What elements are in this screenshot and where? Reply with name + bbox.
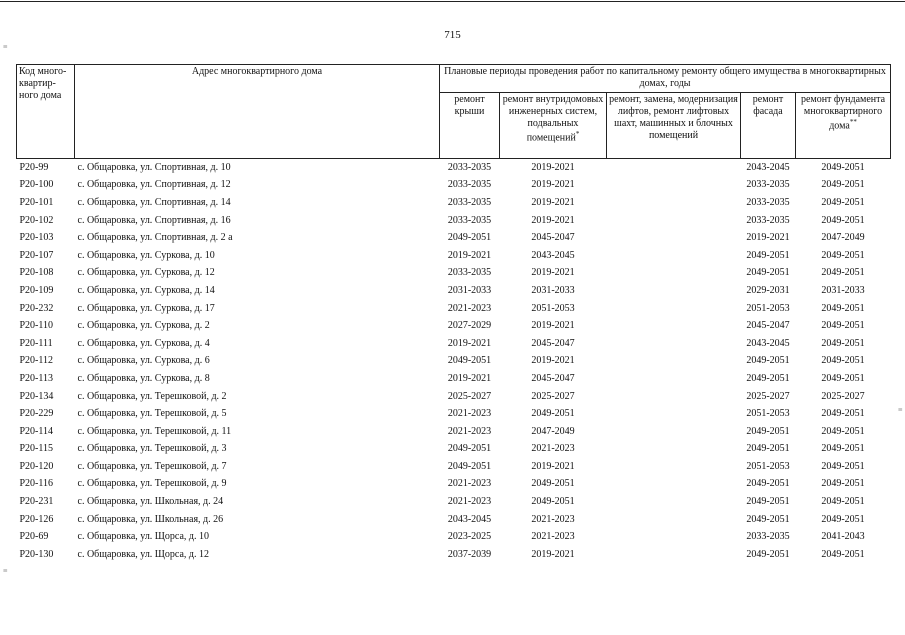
foundation-period-cell: 2049-2051: [821, 478, 865, 490]
lifts-period-cell: [607, 458, 741, 476]
lifts-period-cell: [607, 177, 741, 195]
address-cell: с. Общаровка, ул. Терешковой, д. 11: [77, 425, 232, 437]
foundation-period-cell: 2049-2051: [821, 408, 865, 420]
address-cell: с. Общаровка, ул. Суркова, д. 6: [77, 355, 210, 367]
table-row: [17, 282, 891, 300]
lifts-period-cell: [607, 405, 741, 423]
roof-period-cell: 2025-2027: [447, 390, 492, 402]
facade-period-cell: 2025-2027: [746, 390, 790, 402]
lifts-period-cell: [607, 476, 741, 494]
address-cell: с. Общаровка, ул. Суркова, д. 8: [77, 372, 210, 384]
house-code-cell: Р20-107: [19, 249, 54, 261]
facade-period-cell: 2051-2053: [746, 408, 790, 420]
systems-period-cell: 2019-2021: [531, 320, 575, 332]
facade-period-cell: 2043-2045: [746, 337, 790, 349]
address-cell: с. Общаровка, ул. Школьная, д. 26: [77, 513, 224, 525]
top-border-line: [0, 1, 905, 2]
facade-period-cell: 2051-2053: [746, 302, 790, 314]
repair-schedule-table: [16, 64, 891, 564]
roof-period-cell: 2021-2023: [447, 496, 492, 508]
systems-period-cell: 2019-2021: [531, 460, 575, 472]
roof-period-cell: 2033-2035: [447, 267, 492, 279]
foundation-period-cell: 2049-2051: [821, 337, 865, 349]
table-row: [17, 177, 891, 195]
header-foundation-repair: [796, 93, 891, 159]
facade-period-cell: 2033-2035: [746, 179, 790, 191]
house-code-cell: Р20-231: [19, 496, 54, 508]
systems-period-cell: 2047-2049: [531, 425, 575, 437]
table-row: [17, 317, 891, 335]
header-roof-repair: ремонт крыши: [440, 93, 500, 159]
foundation-period-cell: 2049-2051: [821, 460, 865, 472]
systems-period-cell: 2019-2021: [531, 548, 575, 560]
foundation-period-cell: 2031-2033: [821, 284, 865, 296]
table-row: [17, 458, 891, 476]
lifts-period-cell: [607, 353, 741, 371]
scan-mark: ≡: [3, 42, 8, 51]
header-engineering-systems-text: ремонт внутридомовых инженерных систем, подвальных помещений: [502, 94, 604, 144]
facade-period-cell: 2033-2035: [746, 214, 790, 226]
address-cell: с. Общаровка, ул. Суркова, д. 10: [77, 249, 215, 261]
header-engineering-systems: [500, 93, 607, 159]
house-code-cell: Р20-126: [19, 513, 54, 525]
foundation-period-cell: 2049-2051: [821, 320, 865, 332]
table-row: [17, 511, 891, 529]
house-code-cell: Р20-109: [19, 284, 54, 296]
house-code-cell: Р20-103: [19, 232, 54, 244]
lifts-period-cell: [607, 159, 741, 177]
house-code-cell: Р20-102: [19, 214, 54, 226]
table-row: [17, 546, 891, 564]
roof-period-cell: 2023-2025: [447, 531, 492, 543]
lifts-period-cell: [607, 546, 741, 564]
foundation-period-cell: 2049-2051: [821, 355, 865, 367]
house-code-cell: Р20-100: [19, 179, 54, 191]
lifts-period-cell: [607, 423, 741, 441]
facade-period-cell: 2049-2051: [746, 548, 790, 560]
foundation-period-cell: 2049-2051: [821, 249, 865, 261]
address-cell: с. Общаровка, ул. Щорса, д. 10: [77, 531, 209, 543]
roof-period-cell: 2019-2021: [447, 372, 492, 384]
house-code-cell: Р20-111: [19, 337, 53, 349]
house-code-cell: Р20-115: [19, 443, 54, 455]
table-row: [17, 353, 891, 371]
systems-period-cell: 2019-2021: [500, 159, 607, 177]
roof-period-cell: 2049-2051: [447, 355, 492, 367]
foundation-period-cell: 2049-2051: [821, 425, 865, 437]
header-lifts: ремонт, замена, модернизация лифтов, ремонт лифтовых шахт, машинных и блочных помещений: [607, 93, 741, 159]
facade-period-cell: 2049-2051: [746, 425, 790, 437]
systems-period-cell: 2019-2021: [531, 196, 575, 208]
foundation-period-cell: 2049-2051: [821, 179, 865, 191]
footnote-mark: **: [849, 118, 857, 126]
systems-period-cell: 2051-2053: [531, 302, 575, 314]
address-cell: с. Общаровка, ул. Суркова, д. 17: [77, 302, 215, 314]
systems-period-cell: 2019-2021: [531, 355, 575, 367]
systems-period-cell: 2049-2051: [531, 408, 575, 420]
foundation-period-cell: 2049-2051: [821, 443, 865, 455]
scan-mark: ≡: [898, 405, 903, 414]
table-row: [17, 441, 891, 459]
roof-period-cell: 2021-2023: [447, 425, 492, 437]
table-row: [17, 493, 891, 511]
table-row: [17, 300, 891, 318]
address-cell: с. Общаровка, ул. Спортивная, д. 2 а: [77, 232, 233, 244]
address-cell: с. Общаровка, ул. Терешковой, д. 7: [77, 460, 227, 472]
scan-mark: ≡: [3, 566, 8, 575]
header-foundation-text: ремонт фундамента многоквартирного дома: [800, 94, 886, 132]
lifts-period-cell: [607, 493, 741, 511]
foundation-period-cell: 2049-2051: [821, 302, 865, 314]
facade-period-cell: 2043-2045: [741, 159, 796, 177]
roof-period-cell: 2033-2035: [447, 214, 492, 226]
header-address: Адрес многоквартирного дома: [75, 65, 440, 159]
house-code-cell: Р20-232: [19, 302, 54, 314]
lifts-period-cell: [607, 282, 741, 300]
lifts-period-cell: [607, 229, 741, 247]
roof-period-cell: 2021-2023: [447, 478, 492, 490]
page-number: 715: [444, 29, 461, 41]
roof-period-cell: 2033-2035: [447, 179, 492, 191]
address-cell: с. Общаровка, ул. Спортивная, д. 12: [77, 179, 231, 191]
facade-period-cell: 2049-2051: [746, 443, 790, 455]
table-row: [17, 194, 891, 212]
roof-period-cell: 2019-2021: [447, 249, 492, 261]
systems-period-cell: 2021-2023: [531, 531, 575, 543]
house-code-cell: Р20-116: [19, 478, 54, 490]
facade-period-cell: 2049-2051: [746, 513, 790, 525]
address-cell: с. Общаровка, ул. Терешковой, д. 3: [77, 443, 227, 455]
foundation-period-cell: 2047-2049: [821, 232, 865, 244]
house-code-cell: Р20-110: [19, 320, 54, 332]
address-cell: с. Общаровка, ул. Суркова, д. 2: [77, 320, 210, 332]
roof-period-cell: 2049-2051: [447, 232, 492, 244]
facade-period-cell: 2033-2035: [746, 196, 790, 208]
facade-period-cell: 2049-2051: [746, 372, 790, 384]
table-row: [17, 476, 891, 494]
house-code-cell: Р20-108: [19, 267, 54, 279]
house-code-cell: Р20-112: [19, 355, 54, 367]
footnote-mark: *: [575, 130, 580, 138]
foundation-period-cell: 2049-2051: [821, 548, 865, 560]
address-cell: с. Общаровка, ул. Спортивная, д. 16: [77, 214, 231, 226]
facade-period-cell: 2049-2051: [746, 478, 790, 490]
address-cell: с. Общаровка, ул. Терешковой, д. 5: [77, 408, 227, 420]
address-cell: с. Общаровка, ул. Щорса, д. 12: [77, 548, 209, 560]
roof-period-cell: 2031-2033: [447, 284, 492, 296]
facade-period-cell: 2049-2051: [746, 496, 790, 508]
lifts-period-cell: [607, 247, 741, 265]
table-row: [17, 405, 891, 423]
header-facade-repair: ремонт фасада: [741, 93, 796, 159]
roof-period-cell: 2021-2023: [447, 302, 492, 314]
house-code-cell: Р20-114: [19, 425, 54, 437]
lifts-period-cell: [607, 528, 741, 546]
table-row: [17, 229, 891, 247]
table-row: [17, 388, 891, 406]
roof-period-cell: 2049-2051: [447, 443, 492, 455]
facade-period-cell: 2049-2051: [746, 249, 790, 261]
lifts-period-cell: [607, 388, 741, 406]
address-cell: с. Общаровка, ул. Терешковой, д. 2: [77, 390, 227, 402]
systems-period-cell: 2049-2051: [531, 496, 575, 508]
house-code-cell: Р20-229: [19, 408, 54, 420]
address-cell: с. Общаровка, ул. Школьная, д. 24: [77, 496, 224, 508]
address-cell: с. Общаровка, ул. Суркова, д. 12: [77, 267, 215, 279]
house-code-cell: Р20-101: [19, 196, 54, 208]
systems-period-cell: 2019-2021: [531, 214, 575, 226]
facade-period-cell: 2051-2053: [746, 460, 790, 472]
facade-period-cell: 2019-2021: [746, 232, 790, 244]
systems-period-cell: 2019-2021: [531, 267, 575, 279]
roof-period-cell: 2033-2035: [447, 196, 492, 208]
house-code-cell: Р20-99: [17, 159, 75, 177]
roof-period-cell: 2033-2035: [440, 159, 500, 177]
systems-period-cell: 2045-2047: [531, 337, 575, 349]
foundation-period-cell: 2049-2051: [821, 496, 865, 508]
table-row: [17, 212, 891, 230]
house-code-cell: Р20-130: [19, 548, 54, 560]
table-row: [17, 370, 891, 388]
table-row: [17, 335, 891, 353]
systems-period-cell: 2045-2047: [531, 372, 575, 384]
house-code-cell: Р20-134: [19, 390, 54, 402]
lifts-period-cell: [607, 441, 741, 459]
systems-period-cell: 2021-2023: [531, 513, 575, 525]
systems-period-cell: 2021-2023: [531, 443, 575, 455]
header-planned-periods: Плановые периоды проведения работ по капитальному ремонту общего имущества в многоквартирных домах, годы: [440, 65, 891, 93]
systems-period-cell: 2031-2033: [531, 284, 575, 296]
foundation-period-cell: 2041-2043: [821, 531, 865, 543]
address-cell: с. Общаровка, ул. Спортивная, д. 10: [75, 159, 440, 177]
lifts-period-cell: [607, 511, 741, 529]
foundation-period-cell: 2049-2051: [796, 159, 891, 177]
address-cell: с. Общаровка, ул. Терешковой, д. 9: [77, 478, 227, 490]
foundation-period-cell: 2025-2027: [821, 390, 865, 402]
systems-period-cell: 2025-2027: [531, 390, 575, 402]
lifts-period-cell: [607, 370, 741, 388]
roof-period-cell: 2027-2029: [447, 320, 492, 332]
systems-period-cell: 2045-2047: [531, 232, 575, 244]
house-code-cell: Р20-113: [19, 372, 54, 384]
address-cell: с. Общаровка, ул. Спортивная, д. 14: [77, 196, 231, 208]
table-row: [17, 159, 891, 177]
address-cell: с. Общаровка, ул. Суркова, д. 4: [77, 337, 210, 349]
lifts-period-cell: [607, 194, 741, 212]
foundation-period-cell: 2049-2051: [821, 372, 865, 384]
roof-period-cell: 2021-2023: [447, 408, 492, 420]
table-row: [17, 528, 891, 546]
systems-period-cell: 2049-2051: [531, 478, 575, 490]
facade-period-cell: 2049-2051: [746, 267, 790, 279]
systems-period-cell: 2019-2021: [531, 179, 575, 191]
foundation-period-cell: 2049-2051: [821, 214, 865, 226]
roof-period-cell: 2049-2051: [447, 460, 492, 472]
table-row: [17, 423, 891, 441]
table-row: [17, 265, 891, 283]
lifts-period-cell: [607, 300, 741, 318]
house-code-cell: Р20-69: [19, 531, 49, 543]
facade-period-cell: 2033-2035: [746, 531, 790, 543]
roof-period-cell: 2019-2021: [447, 337, 492, 349]
roof-period-cell: 2043-2045: [447, 513, 492, 525]
lifts-period-cell: [607, 335, 741, 353]
facade-period-cell: 2045-2047: [746, 320, 790, 332]
lifts-period-cell: [607, 317, 741, 335]
foundation-period-cell: 2049-2051: [821, 513, 865, 525]
address-cell: с. Общаровка, ул. Суркова, д. 14: [77, 284, 215, 296]
foundation-period-cell: 2049-2051: [821, 267, 865, 279]
table-row: [17, 247, 891, 265]
facade-period-cell: 2049-2051: [746, 355, 790, 367]
foundation-period-cell: 2049-2051: [821, 196, 865, 208]
roof-period-cell: 2037-2039: [447, 548, 492, 560]
house-code-cell: Р20-120: [19, 460, 54, 472]
lifts-period-cell: [607, 265, 741, 283]
lifts-period-cell: [607, 212, 741, 230]
facade-period-cell: 2029-2031: [746, 284, 790, 296]
header-house-code: Код много-квартир-ного дома: [17, 65, 75, 159]
systems-period-cell: 2043-2045: [531, 249, 575, 261]
